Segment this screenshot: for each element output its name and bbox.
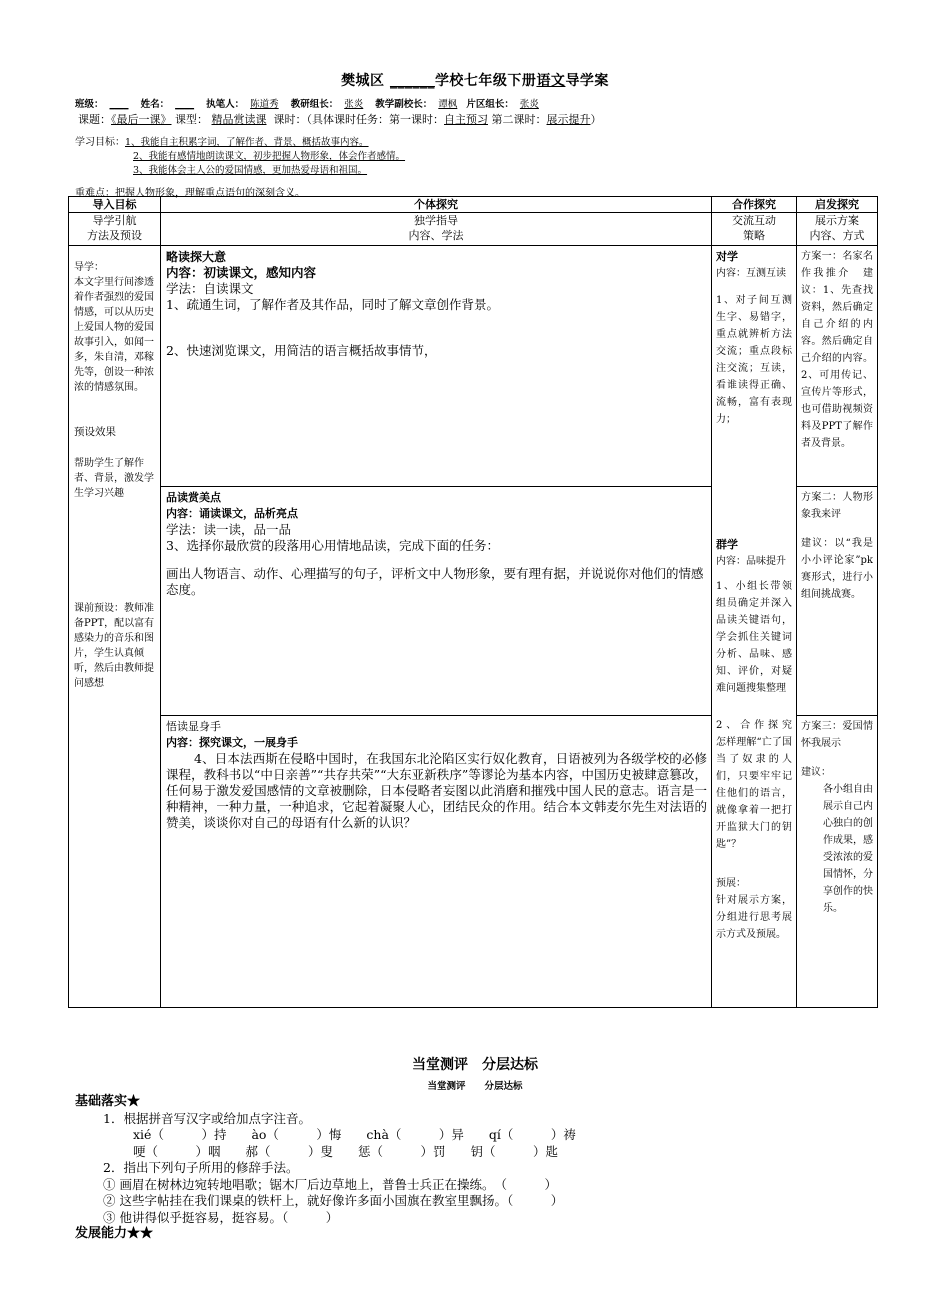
title-subject: 语文 [536, 73, 566, 89]
exercise-2-item: ① 画眉在树林边宛转地唱歌；锯木厂后边草地上，普鲁士兵正在操练。 （ ） [103, 1176, 557, 1192]
subheader-line: 方法及预设 [87, 229, 142, 242]
section-title: 略读探大意 [166, 250, 227, 264]
plan-two-cell [797, 487, 878, 716]
plan-three-cell [797, 716, 878, 1008]
exercises [75, 1094, 576, 1243]
exercise-1-line: xié（ ）持 ào（ ）悔 chà（ ）异 qí（ ）祷 [133, 1127, 576, 1142]
subheader-line: 导学引航 [92, 214, 137, 227]
topic-label: 课题： [78, 113, 111, 126]
table-subheader-row [69, 213, 878, 246]
col-header: 个体探究 [161, 197, 712, 213]
subheader-line: 独学指导 [414, 214, 458, 227]
district-value: 张炎 [519, 99, 539, 110]
name-label: 姓名： [140, 99, 170, 110]
hour1-value: 自主预习 [444, 113, 488, 126]
name-blank: ____ [175, 99, 195, 110]
col-subheader [69, 213, 161, 246]
exercise-2-item: ② 这些字帖挂在我们课桌的铁杆上，就好像许多面小国旗在教室里飘扬。（ ） [103, 1193, 564, 1208]
section-method: 学法：自读课文 [166, 281, 254, 296]
plan-one-text: 方案一：名家名作我推介 建议：1、先查找资料，然后确定自己介绍的内容。然后确定自己介绍的内容。2、可用传记、宣传片等形式，也可借助视频资料及PPT了解作者及背景。 [801, 251, 873, 449]
plan-three-title: 方案三：爱国情怀我展示 [801, 721, 873, 749]
goal-item: 3、我能体会主人公的爱国情感，更加热爱母语和祖国。 [133, 165, 368, 176]
leader-value: 张炎 [344, 99, 364, 110]
goal-item: 2、我能有感情地朗读课文，初步把握人物形象，体会作者感情。 [133, 151, 406, 162]
table-row [69, 246, 878, 487]
level-basic: 基础落实★ [75, 1094, 141, 1109]
preset-label: 预设效果 [74, 426, 116, 438]
col-subheader [797, 213, 878, 246]
section-appreciate [161, 487, 712, 716]
prep-text: 课前预设：教师准备PPT，配以富有感染力的音乐和图片，学生认真倾听，然后由教师提问感想 [74, 603, 155, 689]
plan-three-label: 建议： [801, 767, 831, 778]
subheader-line: 内容、学法 [408, 229, 464, 242]
author-label: 执笔人： [206, 99, 245, 110]
question-3: 3、选择你最欣赏的段落用心用情地品读，完成下面的任务： [166, 538, 499, 553]
show-text: 针对展示方案，分组进行思考展示方式及预展。 [716, 895, 792, 940]
lesson-info-row [78, 111, 602, 127]
class-label: 班级： [75, 99, 104, 110]
title-suffix: 导学案 [565, 73, 609, 89]
vice-value: 谭枫 [438, 99, 458, 110]
question-2: 2、快速浏览课文，用简洁的语言概括故事情节， [166, 343, 437, 358]
preset-text: 帮助学生了解作者、背景，激发学生学习兴趣 [74, 458, 154, 499]
key-points: 重难点：把握人物形象，理解重点语句的深刻含义。 [75, 188, 305, 199]
col-subheader [161, 213, 712, 246]
plan-two-title: 方案二：人物形象我来评 [801, 492, 873, 520]
section-content: 内容：探究课文，一展身手 [166, 736, 298, 749]
lesson-plan-table [68, 196, 878, 1008]
qun-label: 群学 [716, 538, 738, 551]
subheader-line: 展示方案 [815, 214, 859, 227]
guide-label: 导学： [74, 262, 104, 273]
intro-column [69, 246, 161, 1008]
section-explore [161, 716, 712, 1008]
coop-text: 2、合作探究 怎样理解“亡了国当了奴隶的人们，只要牢牢记住他们的语言，就像拿着一把打开监狱大门的钥匙”？ [716, 720, 802, 850]
district-label: 片区组长： [466, 99, 514, 110]
level-advanced: 发展能力★★ [75, 1226, 154, 1241]
type-label: 课型： [175, 113, 208, 126]
hours-label: 课时：（具体课时任务：第一课时： [273, 113, 444, 126]
qun-text: 1、小组长带领组员确定并深入品读关键语句，学会抓住关键词分析、品味、感知、评价，对疑难问题搜集整理 [716, 581, 792, 694]
guide-text: 本文字里行间渗透着作者强烈的爱国情感，可以从历史上爱国人物的爱国故事引入，如闻一多，朱自清，邓稼先等，创设一种浓浓的情感氛围。 [74, 277, 154, 393]
hours-close: ） [590, 113, 602, 126]
goals-label: 学习目标： [75, 137, 125, 148]
title-grade: 学校七年级下册 [434, 73, 537, 89]
hour2-value: 展示提升 [546, 113, 591, 126]
exercise-2: 2．指出下列句子所用的修辞手法。 [103, 1160, 299, 1175]
vice-label: 教学副校长： [375, 99, 433, 110]
dui-label: 对学 [716, 250, 738, 263]
dui-text: 1、对子间互测生字、易错字，重点就辨析方法交流；重点段标注交流；互读，看谁读得正确、流畅，富有表现力； [716, 295, 792, 425]
col-subheader [712, 213, 797, 246]
show-label: 预展： [716, 878, 746, 889]
question-1: 1、疏通生词，了解作者及其作品，同时了解文章创作背景。 [166, 297, 499, 312]
learning-goals [75, 136, 405, 178]
subheader-line: 交流互动 [732, 214, 776, 227]
exercise-1-line: 哽（ ）咽 郝（ ）叟 惩（ ）罚 钥（ ）匙 [133, 1143, 559, 1159]
title-school-blank: ______ [389, 73, 435, 89]
subheader-line: 内容、方式 [809, 229, 865, 242]
col-header: 合作探究 [712, 197, 797, 213]
cooperation-column [712, 246, 802, 1008]
leader-label: 教研组长： [290, 99, 339, 110]
exercise-1: 1．根据拼音写汉字或给加点字注音。 [103, 1110, 311, 1126]
topic-value: 《最后一课》 [111, 113, 172, 126]
section-title: 悟读显身手 [166, 720, 221, 733]
plan-two-text: 建议：以“我是小小评论家”pk赛形式，进行小组间挑战赛。 [801, 538, 873, 600]
task-text: 画出人物语言、动作、心理描写的句子，评析文中人物形象，要有理有据，并说说你对他们的情感态度。 [166, 566, 704, 597]
type-value: 精品赏读课 [211, 113, 267, 126]
subheader-line: 策略 [743, 229, 765, 242]
author-value: 陈道秀 [250, 99, 279, 110]
plan-one-cell [797, 246, 878, 487]
section-skim [161, 246, 712, 487]
goal-item: 1、我能自主积累字词，了解作者、背景、概括故事内容。 [125, 137, 369, 148]
col-header: 启发探究 [797, 197, 878, 213]
exercise-2-item: ③ 他讲得似乎挺容易，挺容易。（ ） [103, 1209, 339, 1225]
table-header-row [69, 197, 878, 213]
page-title [0, 70, 950, 90]
col-header: 导入目标 [69, 197, 161, 213]
hour2-label: 第二课时： [491, 113, 547, 126]
assessment-subtitle: 当堂测评 分层达标 [427, 1081, 523, 1092]
assessment-title: 当堂测评 分层达标 [412, 1057, 538, 1073]
staff-info-row [75, 96, 545, 110]
question-4: 4、日本法西斯在侵略中国时，在我国东北沦陷区实行奴化教育，日语被列为各级学校的必修课程，教科书以“中日亲善”“共存共荣”“大东亚新秩序”等谬论为基本内容，中国历史被肆意篡改，任何易于激发爱国感情的文章被删除，日本侵略者妄图以此消磨和摧残中国人民的意志。语言是一种精神，一种力量，一种追求，它起着凝聚人心，团结民众的作用。结合本文韩麦尔先生对法语的赞美，谈谈你对自己的母语有什么新的认识？ [166, 751, 707, 830]
class-blank: ____ [109, 99, 129, 110]
section-content: 内容：诵读课文，品析亮点 [166, 507, 298, 520]
qun-content: 内容：品味提升 [716, 556, 786, 567]
dui-content: 内容：互测互读 [716, 268, 786, 279]
section-content: 内容：初读课文，感知内容 [166, 265, 317, 280]
section-title: 品读赏美点 [166, 491, 221, 504]
section-method: 学法：读一读，品一品 [166, 522, 292, 537]
plan-three-text: 各小组自由展示自己内心独白的创作成果，感受浓浓的爱国情怀，分享创作的快乐。 [823, 784, 873, 914]
title-district: 樊城区 [341, 73, 385, 89]
